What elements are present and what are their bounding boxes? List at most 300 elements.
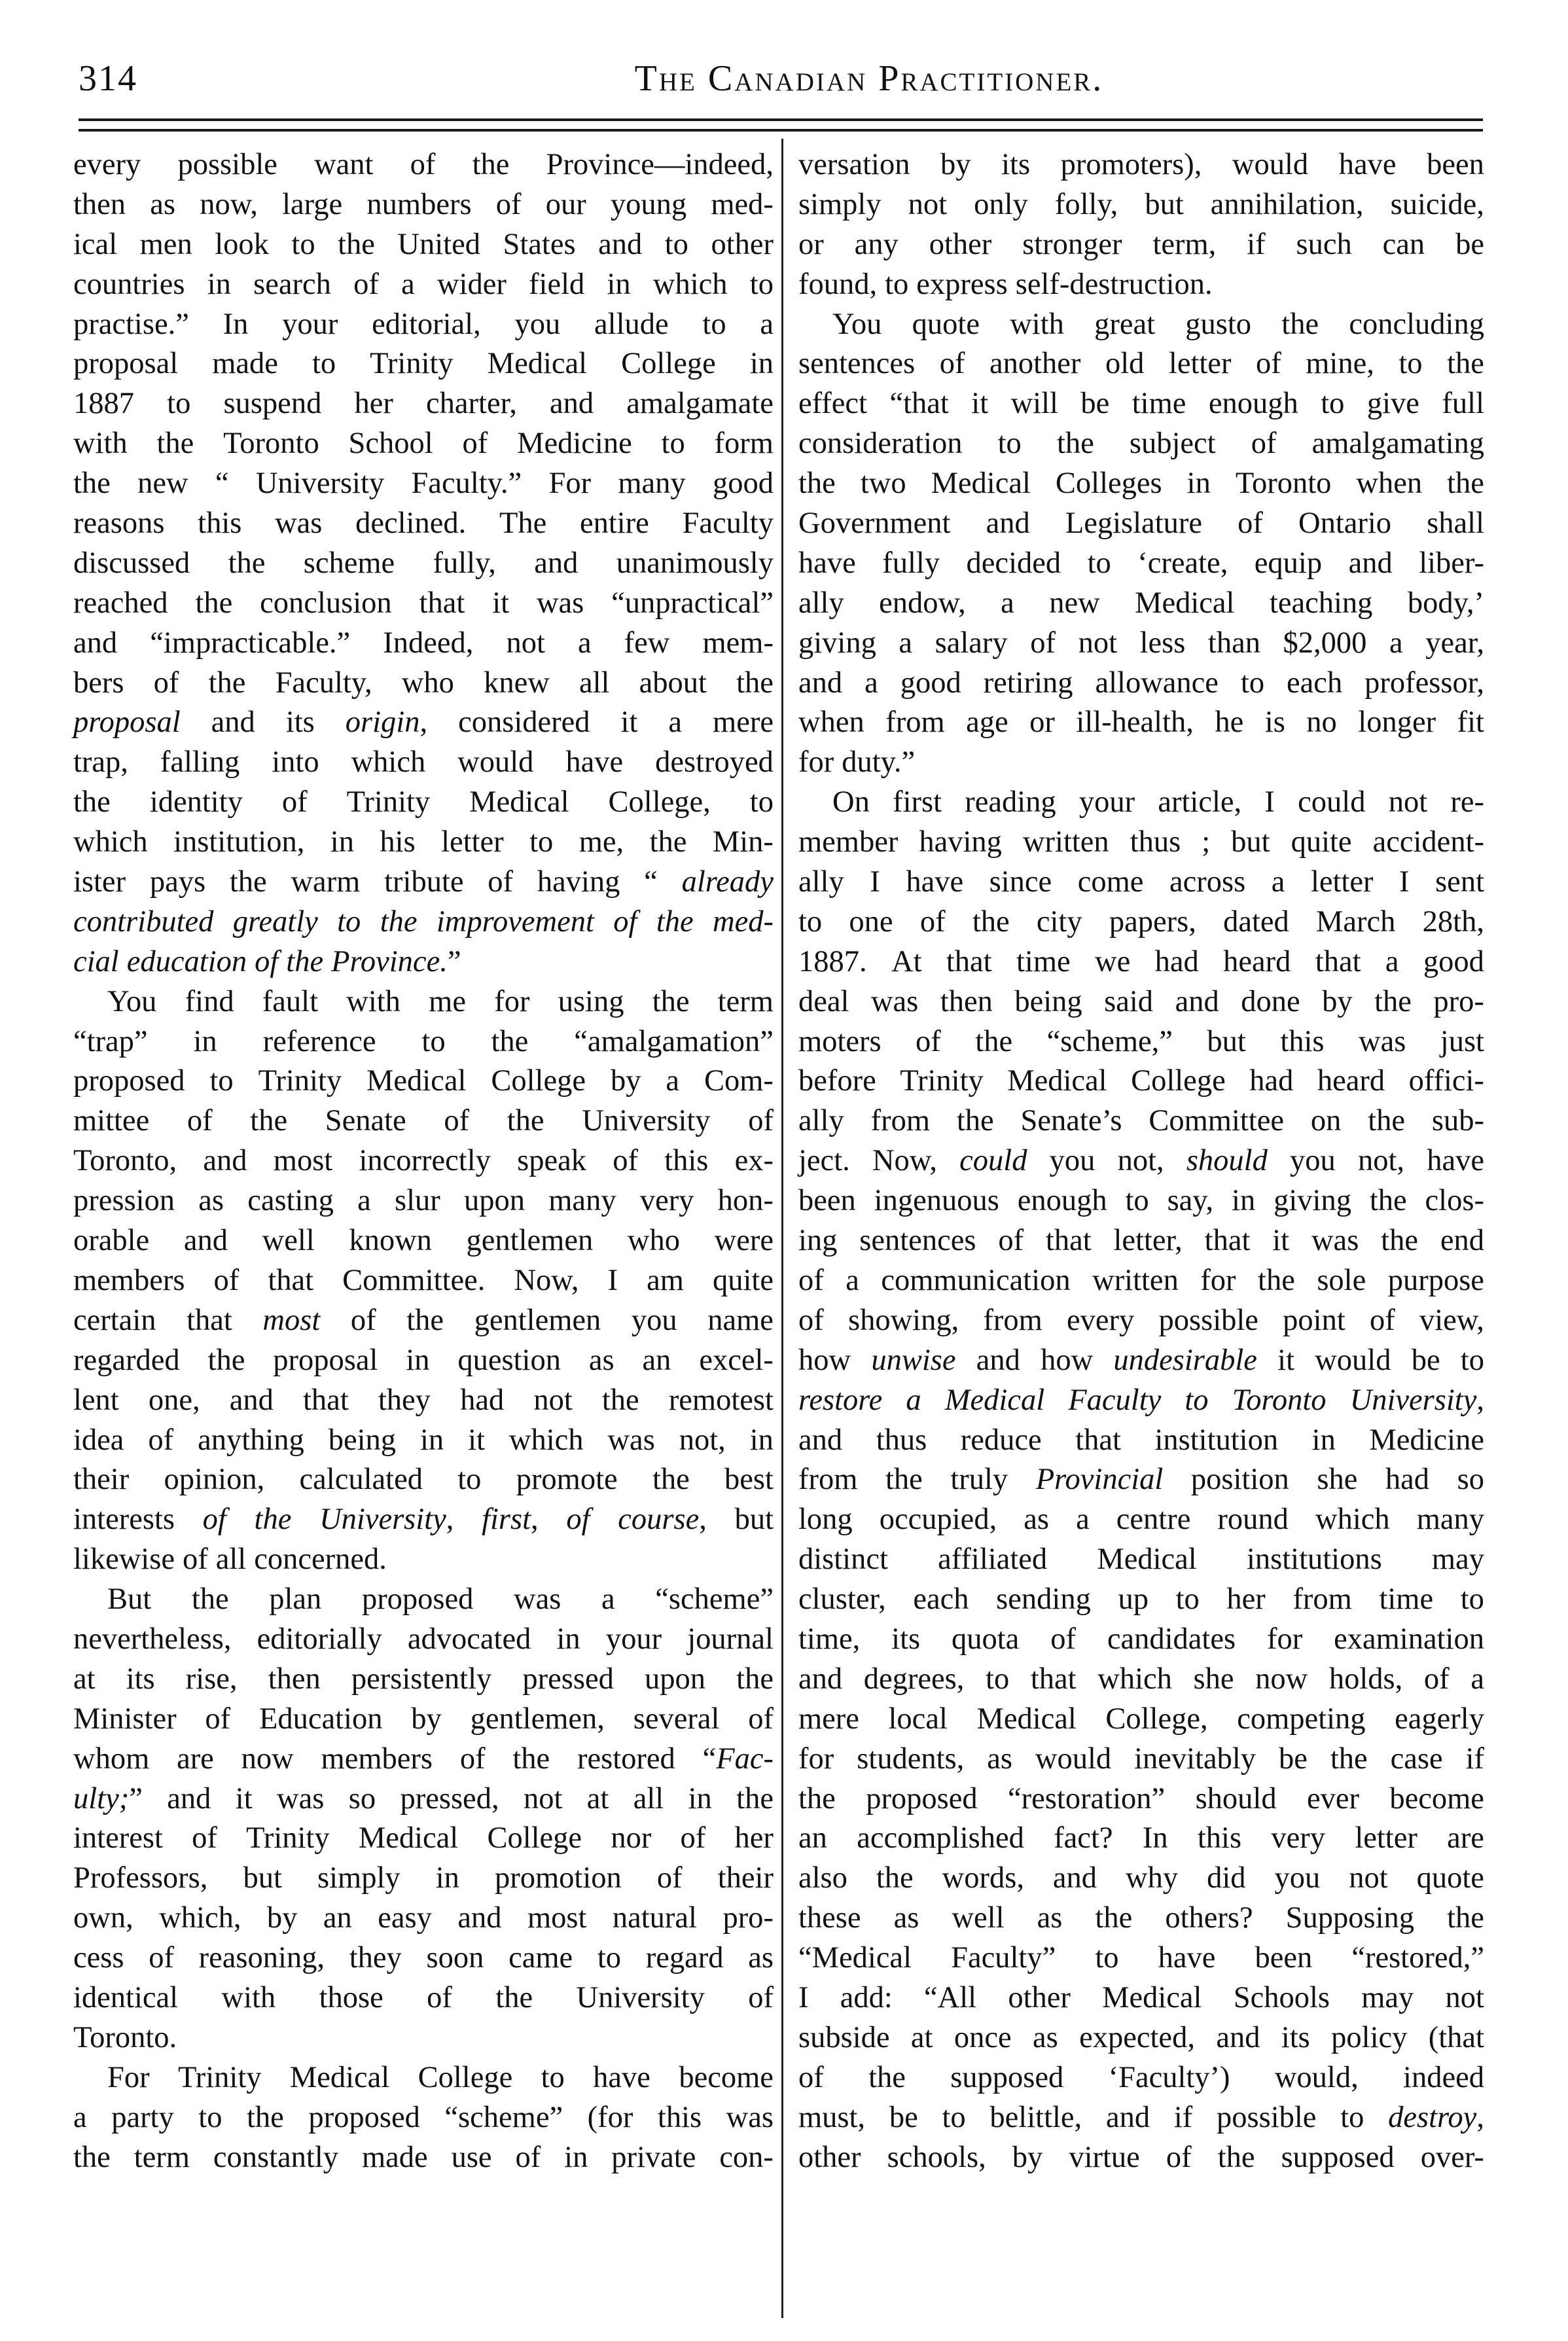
word: pays (149, 865, 206, 899)
word: to (1321, 387, 1345, 421)
word: me (429, 984, 466, 1018)
word: Faculty” (951, 1941, 1056, 1975)
word: I (870, 865, 880, 899)
word: a (846, 1263, 859, 1297)
word: you (1049, 1144, 1096, 1178)
word: the (956, 1104, 994, 1138)
word: not, (1117, 1144, 1164, 1178)
word: term (134, 2140, 190, 2174)
word: the (156, 427, 194, 461)
word: found, (798, 267, 878, 301)
word: this (657, 2100, 702, 2134)
word: such (1296, 227, 1352, 261)
text-line (798, 624, 1484, 664)
word: who (401, 666, 454, 700)
word: to (1340, 2100, 1364, 2134)
text-line (73, 1022, 774, 1062)
word: University (582, 1104, 711, 1138)
word: clos- (1425, 1184, 1484, 1218)
word: interests (73, 1503, 175, 1537)
word: unwise (871, 1343, 956, 1377)
word: examination (1334, 1622, 1484, 1656)
word: once (953, 2020, 1012, 2054)
word: nor (611, 1821, 652, 1855)
word: gusto (1185, 307, 1252, 341)
word: large (282, 187, 343, 221)
word: College, (1105, 1702, 1208, 1736)
word: had (1385, 1463, 1430, 1497)
word: the (736, 1781, 774, 1815)
word: fact? (1054, 1821, 1113, 1855)
word: the (1368, 1104, 1406, 1138)
word: it (1277, 1343, 1294, 1377)
word: have (1158, 1941, 1216, 1975)
word: as (893, 1901, 919, 1935)
word: the (380, 904, 418, 938)
word: suspend (223, 387, 322, 421)
word: then (73, 187, 126, 221)
word: identity (149, 785, 243, 819)
word: Ontario (1298, 507, 1392, 541)
word: thus (1130, 825, 1181, 859)
word: distinct (798, 1543, 888, 1577)
word: that (303, 1383, 349, 1417)
word: the (208, 666, 246, 700)
word: interest (73, 1821, 163, 1855)
word: say, (1167, 1184, 1214, 1218)
word: members (73, 1263, 185, 1297)
word: was (726, 2100, 774, 2134)
word: been (1255, 1941, 1313, 1975)
word: degrees, (863, 1662, 965, 1696)
word: a (1385, 944, 1399, 978)
page-number: 314 (79, 58, 137, 99)
text-line (798, 823, 1484, 863)
word: Medical (1007, 1064, 1107, 1098)
text-line (73, 424, 774, 464)
word: quite (1291, 825, 1352, 859)
word: you (1290, 1144, 1336, 1178)
word: a (906, 1383, 921, 1417)
word: purpose (1387, 1263, 1484, 1297)
word: proposal (73, 706, 181, 740)
word: upon (464, 1184, 526, 1218)
text-line (798, 1660, 1484, 1700)
word: it (468, 1423, 485, 1457)
word: versation (798, 148, 910, 181)
word: the (1447, 467, 1484, 501)
word: advocated (407, 1622, 531, 1656)
text-line (73, 305, 774, 345)
word: promote (516, 1463, 618, 1497)
word: subside (798, 2020, 890, 2054)
word: of (656, 1861, 683, 1895)
word: effect (798, 387, 867, 421)
word: long (798, 1503, 853, 1537)
word: the (1095, 1901, 1133, 1935)
word: Faculty, (275, 666, 372, 700)
word: mittee (73, 1104, 150, 1138)
word: members (321, 1742, 433, 1776)
word: question (457, 1343, 561, 1377)
word: the (798, 467, 836, 501)
word: giving (798, 626, 876, 660)
text-line (73, 1779, 774, 1819)
word: allude (594, 307, 669, 341)
word: of (1251, 427, 1277, 461)
text-line (73, 1261, 774, 1301)
word: 28th, (1422, 904, 1484, 938)
word: that (946, 944, 992, 978)
word: of (1423, 1662, 1450, 1696)
word: and (598, 227, 643, 261)
word: upon (645, 1662, 706, 1696)
word: it (492, 586, 510, 620)
word: their (73, 1463, 130, 1497)
word: about (639, 666, 707, 700)
word: with (73, 427, 128, 461)
word: the (1056, 427, 1094, 461)
word: but (243, 1861, 282, 1895)
word: and (976, 1343, 1020, 1377)
word: Schools (1233, 1980, 1330, 2014)
word: for (1200, 1263, 1236, 1297)
text-line (798, 2058, 1484, 2098)
word: not, (1357, 1144, 1405, 1178)
text-line (73, 1700, 774, 1740)
word: for (494, 984, 530, 1018)
word: the (1374, 984, 1412, 1018)
word: letter (441, 825, 504, 859)
word: destroy, (1388, 2100, 1484, 2134)
word: concerned. (254, 1543, 387, 1577)
word: had (1249, 1064, 1294, 1098)
text-line (798, 1101, 1484, 1141)
word: of (192, 1821, 217, 1855)
word: field (529, 267, 585, 301)
word: add: (840, 1980, 893, 2014)
word: and (1105, 2100, 1150, 2134)
text-line (73, 1500, 774, 1540)
text-line (798, 2018, 1484, 2058)
word: “impracticable.” (150, 626, 351, 660)
word: other (929, 227, 992, 261)
word: fully (882, 546, 940, 580)
word: Toronto, (73, 1144, 177, 1178)
word: full (1442, 387, 1484, 421)
word: were (714, 1224, 774, 1258)
word: journal (687, 1622, 774, 1656)
word: many (1416, 1503, 1484, 1537)
word: must, (798, 2100, 866, 2134)
word: the (254, 1503, 292, 1537)
word: that (268, 1263, 314, 1297)
word: the (472, 148, 510, 181)
word: and (229, 1383, 274, 1417)
word: as (1024, 1503, 1050, 1537)
word: be (1279, 1742, 1308, 1776)
column-divider (781, 139, 783, 2318)
text-line (798, 1141, 1484, 1181)
word: improvement (436, 904, 594, 938)
word: “ (644, 865, 658, 899)
word: Medicine (517, 427, 632, 461)
word: proposed (73, 1064, 185, 1098)
word: ; (1202, 825, 1211, 859)
word: old (1105, 347, 1145, 381)
word: ally (798, 1104, 844, 1138)
word: Toronto (1232, 1383, 1327, 1417)
word: School (348, 427, 433, 461)
word: In (1142, 1821, 1168, 1855)
word: to (312, 347, 336, 381)
text-line (798, 982, 1484, 1022)
text-line (73, 2098, 774, 2138)
word: is (1264, 706, 1285, 740)
text-line (798, 902, 1484, 942)
word: persistently (351, 1662, 492, 1696)
text-line (798, 464, 1484, 504)
word: Medical (487, 347, 588, 381)
word: the (73, 785, 111, 819)
word: are (1447, 1821, 1484, 1855)
word: made (212, 347, 278, 381)
word: of (1369, 1303, 1395, 1337)
word: in (749, 347, 774, 381)
text-line (73, 2018, 774, 2058)
word: Legislature (1065, 507, 1202, 541)
word: one (849, 904, 893, 938)
word: eagerly (1395, 1702, 1484, 1736)
text-line (798, 743, 1484, 783)
word: nevertheless, (73, 1622, 232, 1656)
word: pressed, (400, 1781, 499, 1815)
word: will (1010, 387, 1058, 421)
word: calculated (299, 1463, 423, 1497)
word: thus (876, 1423, 927, 1457)
word: On (832, 785, 870, 819)
word: to (1185, 1383, 1209, 1417)
word: “All (924, 1980, 977, 2014)
word: College (487, 1821, 582, 1855)
word: falling (160, 745, 240, 779)
word: now, (200, 187, 258, 221)
text-line (73, 1740, 774, 1779)
word: anything (198, 1423, 304, 1457)
word: remotest (668, 1383, 774, 1417)
word: warm (291, 865, 361, 899)
word: ing (798, 1224, 838, 1258)
word: but (1145, 187, 1184, 221)
word: local (888, 1702, 948, 1736)
word: less (1139, 626, 1186, 660)
word: and (798, 1662, 843, 1696)
word: of (187, 1104, 213, 1138)
word: other (798, 2140, 861, 2174)
word: Medical (358, 1821, 459, 1855)
word: having (919, 825, 1002, 859)
text-line (73, 942, 774, 982)
word: was (870, 984, 919, 1018)
text-line (73, 863, 774, 902)
word: accomplished (857, 1821, 1024, 1855)
text-line (73, 982, 774, 1022)
word: was (275, 507, 323, 541)
word: for (1266, 1622, 1303, 1656)
word: promotion (495, 1861, 622, 1895)
word: had (1154, 944, 1199, 978)
word: reasoning, (198, 1941, 325, 1975)
word: a (1001, 586, 1014, 620)
word: of (153, 666, 179, 700)
word: of (353, 267, 379, 301)
word: 1887 (73, 387, 134, 421)
word: self-destruction. (1015, 267, 1213, 301)
word: from (798, 1463, 858, 1497)
word: certain (73, 1303, 156, 1337)
word: she (1317, 1463, 1358, 1497)
word: students, (857, 1742, 965, 1776)
word: incorrectly (359, 1144, 491, 1178)
word: University (255, 467, 385, 501)
word: of (1255, 347, 1281, 381)
word: your (282, 307, 338, 341)
word: article, (1158, 785, 1242, 819)
word: the (1447, 347, 1484, 381)
word: expected, (1079, 2020, 1195, 2054)
running-title (0, 58, 1568, 99)
word: term, (1152, 227, 1217, 261)
text-line (73, 1101, 774, 1141)
word: but (1231, 825, 1270, 859)
word: pro- (1433, 984, 1484, 1018)
word: or (1029, 706, 1055, 740)
word: as (1032, 2020, 1058, 2054)
text-line (73, 1460, 774, 1500)
word: Government (798, 507, 951, 541)
text-line (798, 1261, 1484, 1301)
word: then (268, 1662, 321, 1696)
word: best (724, 1463, 774, 1497)
word: with (1010, 307, 1064, 341)
text-line (798, 664, 1484, 704)
word: amalgamate (626, 387, 774, 421)
word: the (876, 1861, 914, 1895)
word: others? (1165, 1901, 1253, 1935)
word: search (253, 267, 331, 301)
word: scheme (303, 546, 395, 580)
word: was (277, 1781, 325, 1815)
word: of (182, 1543, 208, 1577)
word: “restoration” (1008, 1781, 1166, 1815)
word: Education (258, 1702, 383, 1736)
word: to (1095, 1941, 1119, 1975)
word: reading (965, 785, 1056, 819)
word: decided (966, 546, 1061, 580)
word: this (198, 507, 242, 541)
word: few (624, 626, 670, 660)
word: the (885, 1463, 923, 1497)
word: that (419, 586, 465, 620)
word: to (702, 307, 726, 341)
text-line (798, 1022, 1484, 1062)
word: regarded (73, 1343, 180, 1377)
word: letter, (1113, 1224, 1183, 1258)
word: not (908, 187, 948, 221)
word: Toronto (1235, 467, 1332, 501)
word: the (512, 1742, 550, 1776)
word: a (1271, 865, 1285, 899)
word: been (1427, 148, 1484, 181)
text-line (798, 544, 1484, 584)
word: of (488, 865, 514, 899)
word: speak (517, 1144, 586, 1178)
word: Province.” (331, 944, 461, 978)
word: not (1388, 785, 1428, 819)
word: your (605, 1622, 662, 1656)
word: undesirable (1113, 1343, 1257, 1377)
text-line (798, 225, 1484, 265)
word: cial (73, 944, 119, 978)
word: the (1281, 307, 1319, 341)
word: fully, (433, 546, 496, 580)
word: University (576, 1980, 705, 2014)
word: the (73, 467, 111, 501)
word: its (891, 1622, 921, 1656)
word: may (1361, 1980, 1414, 2014)
text-line (798, 2138, 1484, 2178)
word: but (734, 1503, 774, 1537)
word: offici- (1408, 1064, 1484, 1098)
word: greatly (232, 904, 318, 938)
word: College (1131, 1064, 1226, 1098)
word: private (611, 2140, 696, 2174)
word: not (1445, 1980, 1484, 2014)
word: age (966, 706, 1008, 740)
word: con- (719, 2140, 774, 2174)
word: excel- (699, 1343, 774, 1377)
word: the (250, 1104, 288, 1138)
word: and (798, 666, 843, 700)
word: enough (1017, 1184, 1107, 1218)
word: competing (1237, 1702, 1366, 1736)
word: course, (618, 1503, 707, 1537)
word: a (1076, 1503, 1090, 1537)
word: since (989, 865, 1052, 899)
word: teaching (1269, 586, 1373, 620)
word: in (749, 1423, 774, 1457)
word: 1887. (798, 944, 867, 978)
word: when (798, 706, 864, 740)
word: inevitably (1134, 1742, 1256, 1776)
word: letter (1355, 1821, 1417, 1855)
word: dated (1223, 904, 1289, 938)
word: point (1283, 1303, 1345, 1337)
word: of (939, 347, 965, 381)
word: in (556, 1622, 580, 1656)
word: You (107, 984, 157, 1018)
text-line (73, 1341, 774, 1381)
word: proposed (308, 2100, 420, 2134)
word: sentences (798, 347, 916, 381)
word: as (987, 1742, 1012, 1776)
word: to (1175, 1582, 1200, 1617)
word: of (515, 2140, 541, 2174)
word: in (1232, 1184, 1256, 1218)
text-line (798, 1500, 1484, 1540)
word: all (215, 1543, 247, 1577)
word: centre (1116, 1503, 1191, 1537)
